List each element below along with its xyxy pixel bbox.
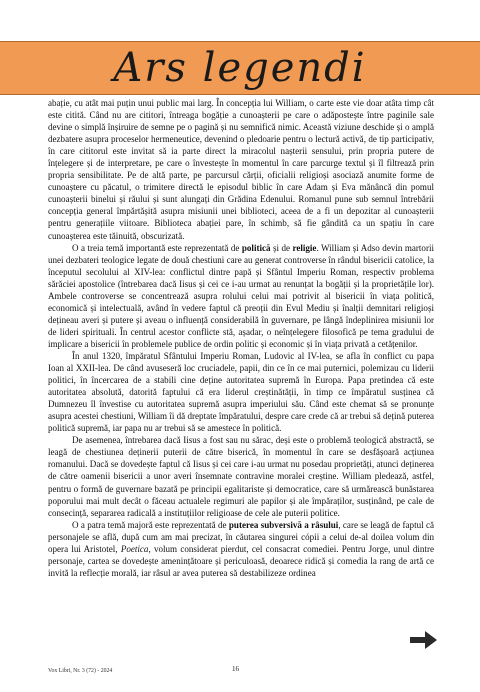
page-number: 16 <box>232 665 239 673</box>
text-run: De asemenea, întrebarea dacă Iisus a fost sau nu sărac, deși este o problemă teologică abstractă, se leagă de chestiunea deținerii puterii de către biserică, în momentul în care se desfășoară acțiunea romanului. Dacă se dovedește faptul că Iisus și cei care i-au urmat nu posedau proprietăți, atunci deținerea de către oamenii bisericii a unor averi însemnate contravine moralei creștine. William pledează, astfel, pentru o formă de guvernare bazată pe principii egalitariste și democratice, care să urmărească bunăstarea poporului mai mult decât o făceau actualele regimuri ale papilor și ale împăraților, susținând, pe cale de consecință, separarea radicală a instituțiilor religioase de cele ale puterii politice. <box>48 435 434 518</box>
text-run: abație, cu atât mai puțin unui public mai larg. În concepția lui William, o carte este vie doar atâta timp cât este citită. Când nu are cititori, întreaga bogăție a cunoașterii pe care o adăpostește între paginile sale devine o simplă înșiruire de semne pe o pagină și nu semnifică nimic. Această viziune deschide și o amplă dezbatere asupra proceselor hermeneutice, devenind o pledoarie pentru o lectură activă, de tip participativ, în care cititorul este invitat să ia parte direct la miracolul nașterii sensului, prin propria putere de înțelegere și de interpretare, pe care o învestește în momentul în care parcurge textul și îl filtrează prin propria sensibilitate. Pe de altă parte, pe parcursul cărții, oficialii religioși asociază anumite forme de cunoaștere cu păcatul, o trimitere directă le episodul biblic în care Adam și Eva mănâncă din pomul cunoașterii binelui și răului și sunt alungați din Grădina Edenului. Romanul pune sub semnul întrebării concepția general împărtășită asupra misiunii unei biblioteci, aceea de a fi un depozitar al cunoașterii pentru generațiile viitoare. Biblioteca abației pare, în schimb, să fie gândită ca un spațiu în care cunoașterea este tăinuită, obscurizată. <box>48 98 434 241</box>
text-run: O a patra temă majoră este reprezentată de <box>72 519 229 530</box>
paragraph <box>48 242 434 350</box>
text-run: O a treia temă importantă este reprezentată de <box>72 242 242 253</box>
italic-title: Poetica <box>120 543 149 554</box>
bold-term: religie <box>292 242 317 253</box>
section-title: Ars legendi <box>113 45 367 91</box>
paragraph <box>48 97 434 242</box>
bold-term: puterea subversivă a râsului <box>228 519 339 530</box>
text-run: . William și Adso devin martorii unei dezbateri teologice legate de două chestiuni care au generat controverse în rândul bisericii catolice, la începutul secolului al XIV-lea: conflictul dintre papă și Sfântul Imperiu Roman, respectiv problema sărăciei apostolice (întrebarea dacă Iisus și cei ce i-au urmat au renunțat la bogății și la proprietățile lor). Ambele controverse se concentrează asupra rolului celui mai potrivit al bisericii în viața politică, economică și intelectuală, având în vedere faptul că preoții din Evul Mediu și înalții demnitari religioși dețineau averi și putere și aveau o influență considerabilă în guvernare, pe lângă îndeplinirea misiunii lor de lideri spirituali. În centrul acestor conflicte stă, așadar, o neînțelegere filosofică pe tema gradului de implicare a bisericii în problemele publice de ordin politic și economic și în viața privată a cetățenilor. <box>48 242 434 349</box>
text-run: și de <box>270 242 293 253</box>
paragraph <box>48 434 434 518</box>
journal-issue: Vox Libri, Nr. 3 (72) - 2024 <box>48 668 113 674</box>
bold-term: politică <box>241 242 271 253</box>
text-run: , care se leagă de faptul că personajele se află, după cum am mai precizat, în căutarea singurei cópii a celui de-al doilea volum din opera lui Aristotel, <box>48 519 434 554</box>
article-body <box>48 97 434 579</box>
paragraph <box>48 519 434 579</box>
text-run: În anul 1320, împăratul Sfântului Imperiu Roman, Ludovic al IV-lea, se afla în conflict cu papa Ioan al XXII-lea. De când avuseseră loc cruciadele, papii, din ce în ce mai puternici, polemizau cu liderii politici, în încercarea de a stabili cine deține autoritatea supremă în Europa. Papa pretindea că este autoritatea absolută, datorită faptului că era liderul creștinătății, în timp ce împăratul susținea că Dumnezeu îl învestise cu autoritatea supremă asupra imperiului său. Când este chemat să se pronunțe asupra acestei chestiuni, William îi dă dreptate împăratului, despre care crede că ar trebui să dețină puterea politică supremă, iar papa nu ar trebui să se amestece în politică. <box>48 350 434 434</box>
right-arrow-icon[interactable] <box>410 630 437 650</box>
paragraph <box>48 350 434 434</box>
text-run: , volum considerat pierdut, cel consacrat comediei. Pentru Jorge, unul dintre personaje, cartea se dovedește amenințătoare și periculoasă, deoarece ridică și comedia la rang de artă ce invită la reflecție morală, iar râsul ar avea puterea să destabilizeze ordinea <box>48 543 434 578</box>
